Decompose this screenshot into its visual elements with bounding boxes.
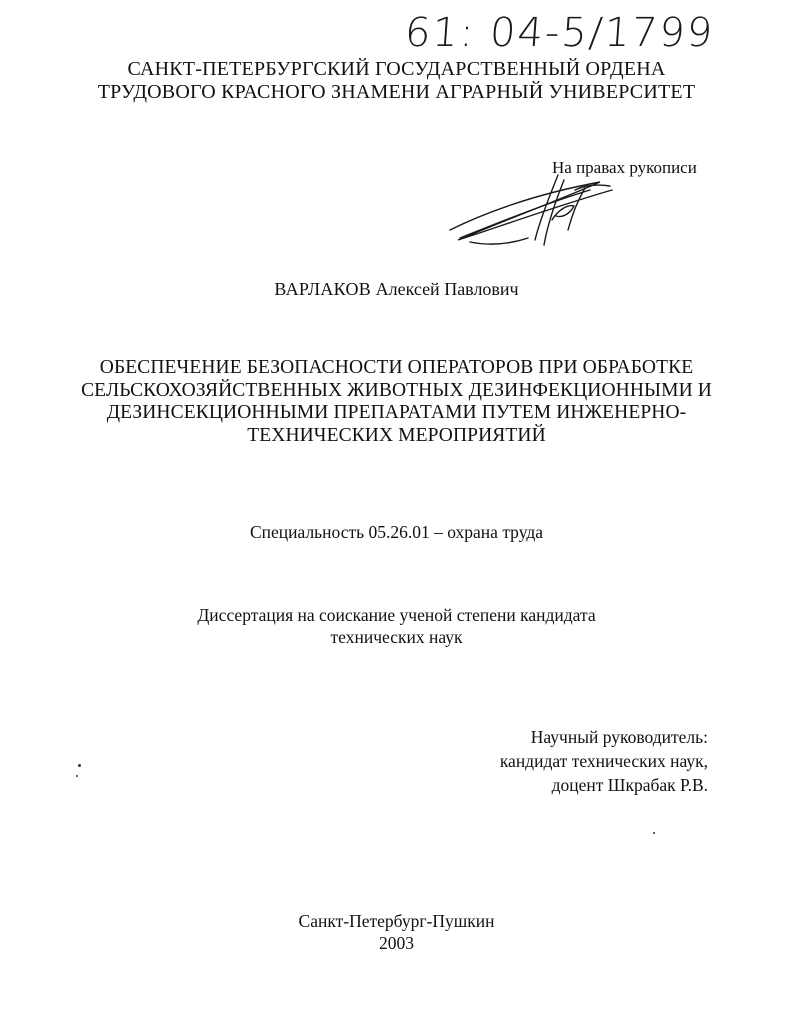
scan-speck bbox=[78, 764, 81, 767]
archive-number: 61: 04-5/1799 bbox=[403, 10, 716, 56]
title-line-3: ДЕЗИНСЕКЦИОННЫМИ ПРЕПАРАТАМИ ПУТЕМ ИНЖЕНЕРНО- bbox=[106, 402, 687, 423]
institution-line-1: САНКТ-ПЕТЕРБУРГСКИЙ ГОСУДАРСТВЕННЫЙ ОРДЕНА bbox=[127, 58, 666, 80]
scan-speck bbox=[653, 832, 655, 834]
advisor-label: Научный руководитель: bbox=[530, 727, 708, 747]
title-line-4: ТЕХНИЧЕСКИХ МЕРОПРИЯТИЙ bbox=[247, 424, 546, 446]
title-line-2: СЕЛЬСКОХОЗЯЙСТВЕННЫХ ЖИВОТНЫХ ДЕЗИНФЕКЦИОННЫМИ И bbox=[81, 379, 712, 401]
advisor-degree: кандидат технических наук, bbox=[499, 751, 708, 771]
scan-speck bbox=[76, 775, 78, 777]
title-line-1: ОБЕСПЕЧЕНИЕ БЕЗОПАСНОСТИ ОПЕРАТОРОВ ПРИ ОБРАБОТКЕ bbox=[99, 357, 694, 378]
place-and-year bbox=[0, 910, 793, 954]
year: 2003 bbox=[379, 933, 414, 953]
author-surname: ВАРЛАКОВ bbox=[274, 279, 372, 299]
dissertation-title bbox=[0, 357, 793, 447]
signature-image bbox=[440, 160, 620, 260]
advisor-name: доцент Шкрабак Р.В. bbox=[551, 775, 708, 795]
specialty: Специальность 05.26.01 – охрана труда bbox=[249, 522, 544, 542]
institution-line-2: ТРУДОВОГО КРАСНОГО ЗНАМЕНИ АГРАРНЫЙ УНИВЕРСИТЕТ bbox=[97, 81, 696, 103]
author-given-names: Алексей Павлович bbox=[375, 279, 519, 299]
dissertation-statement bbox=[0, 604, 793, 648]
rights-note: На правах рукописи bbox=[552, 158, 697, 177]
institution-header bbox=[0, 58, 793, 104]
dissertation-line-2: технических наук bbox=[330, 627, 463, 647]
scientific-advisor bbox=[500, 725, 708, 797]
author-name bbox=[0, 279, 793, 300]
place: Санкт-Петербург-Пушкин bbox=[298, 911, 495, 931]
dissertation-line-1: Диссертация на соискание ученой степени кандидата bbox=[197, 605, 596, 625]
